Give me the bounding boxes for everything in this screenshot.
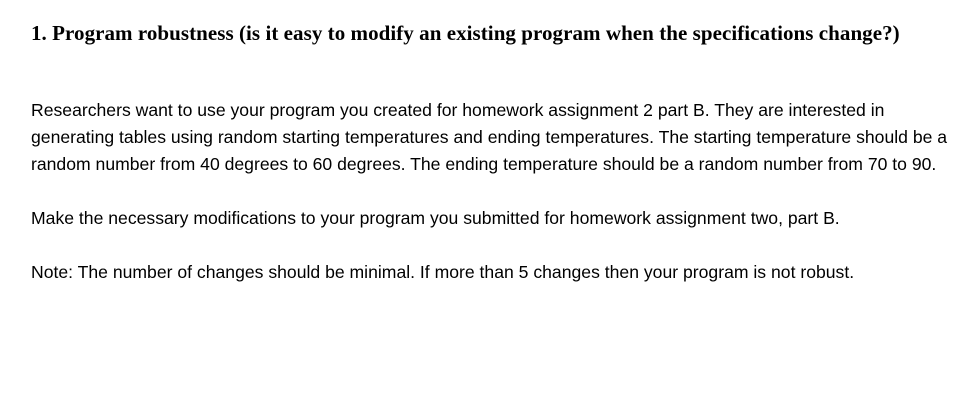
paragraph-requirements: Researchers want to use your program you created for homework assignment 2 part B. They are interested in generating tables using random starting temperatures and ending temperatures. The starting temperature should be a random number from 40 degrees to 60 degrees. The ending temperature should be a random number from 70 to 90. bbox=[31, 100, 948, 174]
document-body bbox=[31, 20, 951, 286]
paragraph-instructions: Make the necessary modifications to your program you submitted for homework assignment two, part B. bbox=[31, 208, 840, 228]
paragraph-note: Note: The number of changes should be minimal. If more than 5 changes then your program is not robust. bbox=[31, 262, 855, 282]
section-heading: 1. Program robustness (is it easy to modify an existing program when the specifications change?) bbox=[31, 21, 900, 45]
